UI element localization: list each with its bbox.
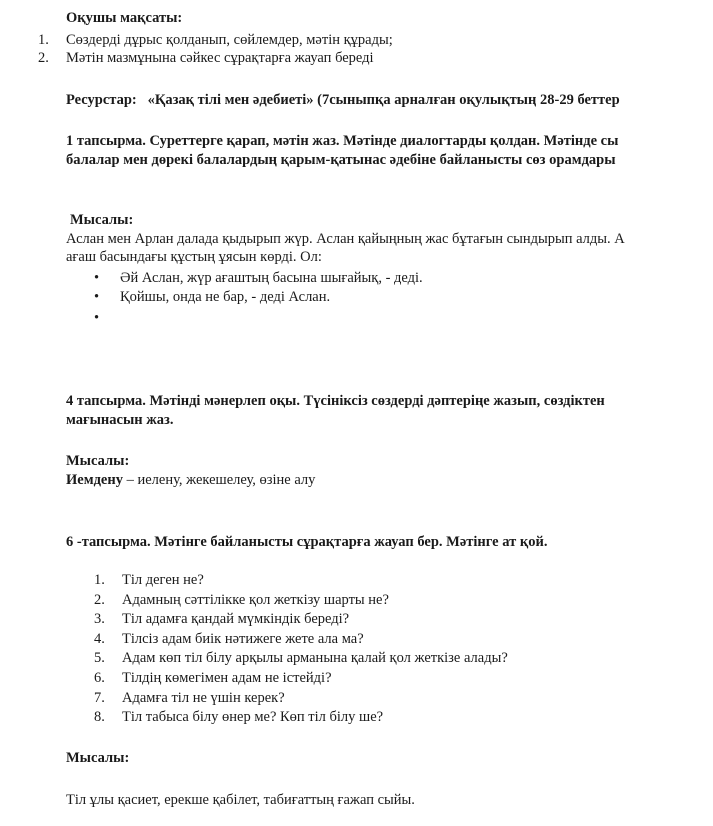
bullet-icon: • <box>94 270 100 286</box>
question-number: 4. <box>94 630 105 647</box>
vocab-term: Иемдену <box>66 472 123 488</box>
question-item: Тіл деген не? <box>122 572 204 588</box>
question-number: 6. <box>94 670 105 686</box>
resources-label: Ресурстар: <box>66 92 137 108</box>
task6-title: 6 -тапсырма. Мәтінге байланысты сұрақтарға жауап бер. Мәтінге ат қой. <box>66 534 548 550</box>
vocab-definition: – иелену, жекешелеу, өзіне алу <box>122 472 316 488</box>
task4-line: мағынасын жаз. <box>66 412 174 428</box>
question-item: Адамға тіл не үшін керек? <box>122 689 285 706</box>
task1-line: балалар мен дөрекі балалардың қарым-қатынас әдебіне байланысты сөз орамдары <box>66 152 616 168</box>
question-number: 7. <box>94 689 105 706</box>
question-item: Адамның сәттілікке қол жеткізу шарты не? <box>122 591 389 608</box>
example-heading: Мысалы: <box>70 212 134 228</box>
vocab-entry <box>66 471 315 489</box>
goal-item: Сөздерді дұрыс қолданып, сөйлемдер, мәтін құрады; <box>66 32 393 48</box>
goals-heading: Оқушы мақсаты: <box>66 10 183 26</box>
question-number: 8. <box>94 709 105 726</box>
question-number: 5. <box>94 650 105 667</box>
dialog-line: Қойшы, онда не бар, - деді Аслан. <box>120 289 331 305</box>
goal-number: 2. <box>38 50 49 66</box>
question-number: 3. <box>94 611 105 628</box>
task4-line: 4 тапсырма. Мәтінді мәнерлеп оқы. Түсініксіз сөздерді дәптеріңе жазып, сөздіктен <box>66 393 605 409</box>
resources-text: «Қазақ тілі мен әдебиеті» (7сыныпқа арналған оқулықтың 28-29 беттер <box>147 92 620 108</box>
question-item: Тіл табыса білу өнер ме? Көп тіл білу ше? <box>122 709 384 726</box>
question-item: Тілдің көмегімен адам не істейді? <box>122 670 332 686</box>
dialog-line: Әй Аслан, жүр ағаштың басына шығайық, - деді. <box>120 270 423 286</box>
example-heading: Мысалы: <box>66 750 130 766</box>
example-heading: Мысалы: <box>66 453 130 469</box>
resources-line <box>66 91 620 109</box>
question-number: 1. <box>94 572 105 588</box>
question-item: Адам көп тіл білу арқылы арманына қалай қол жеткізе алады? <box>122 650 508 667</box>
bullet-icon: • <box>94 310 100 326</box>
goal-number: 1. <box>38 32 49 48</box>
question-number: 2. <box>94 591 105 608</box>
bullet-icon: • <box>94 289 100 305</box>
goal-item: Мәтін мазмұнына сәйкес сұрақтарға жауап береді <box>66 50 374 66</box>
question-item: Тіл адамға қандай мүмкіндік береді? <box>122 611 350 628</box>
task1-line: 1 тапсырма. Суреттерге қарап, мәтін жаз. Мәтінде диалогтарды қолдан. Мәтінде сы <box>66 133 619 149</box>
question-item: Тілсіз адам биік нәтижеге жете ала ма? <box>122 630 364 647</box>
example-text: Аслан мен Арлан далада қыдырып жүр. Аслан қайыңның жас бұтағын сындырып алды. А <box>66 231 625 247</box>
example-text: ағаш басындағы құстың ұясын көрді. Ол: <box>66 249 322 265</box>
example-text: Тіл ұлы қасиет, ерекше қабілет, табиғаттың ғажап сыйы. <box>66 792 415 808</box>
